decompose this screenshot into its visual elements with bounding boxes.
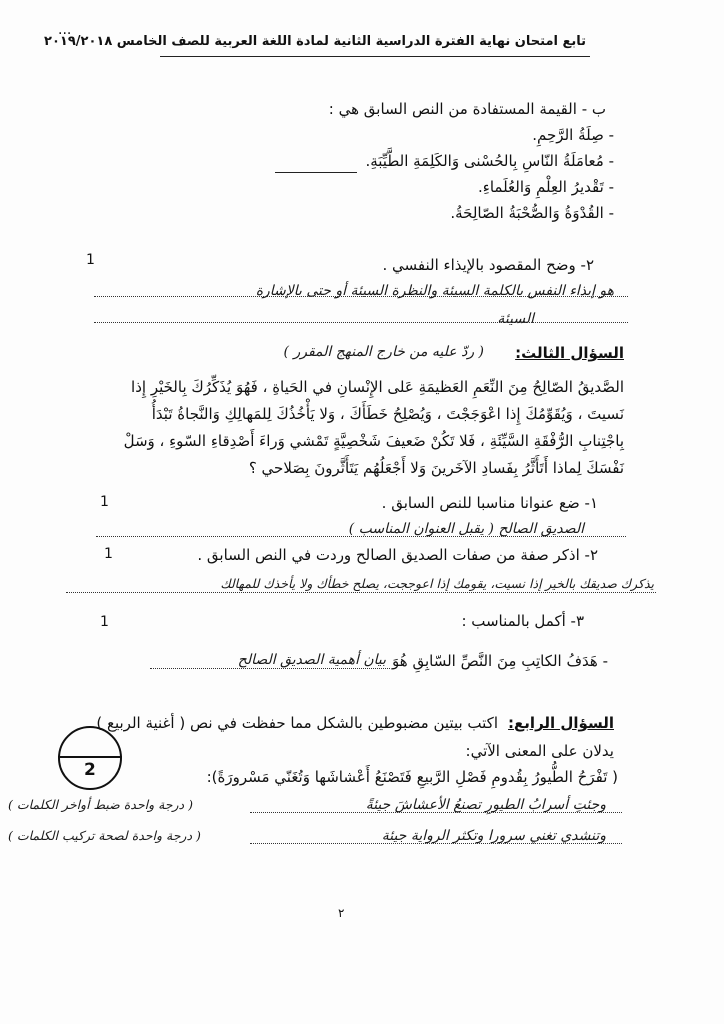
section-b-option: - مُعامَلَةُ النّاسِ بِالحُسْنى وَالكَلِمَةِ الطَّيِّبَةِ. <box>365 152 614 170</box>
section-3-title: السؤال الثالث: <box>515 344 624 362</box>
answer-dotted-line <box>94 322 628 323</box>
handwritten-margin-note: ( درجة واحدة ضبط أواخر الكلمات ) <box>8 797 193 812</box>
answer-dotted-line <box>250 812 622 813</box>
score-circle-divider <box>58 756 122 758</box>
section-4-instruction-2: يدلان على المعنى الآتي: <box>465 742 614 760</box>
question-3-3-label: ٣- أكمل بالمناسب : <box>461 612 584 630</box>
page-header-title: تابع امتحان نهاية الفترة الدراسية الثانية لمادة اللغة العربية للصف الخامس ٢٠١٩/٢٠١٨ <box>44 34 586 49</box>
handwritten-answer: يذكرك صديقك بالخير إذا نسيت، يقومك إذا اعوججت، يصلح خطأك ولا يأخذك للمهالك <box>220 576 654 591</box>
answer-dotted-line <box>94 296 628 297</box>
question-3-2-label: ٢- اذكر صفة من صفات الصديق الصالح وردت في النص السابق . <box>197 546 598 564</box>
passage-line: الصَّديقُ الصّالِحُ مِنَ النِّعَمِ العَظيمَةِ عَلى الإِنْسانِ في الحَياةِ ، فَهُوَ يُذَكِّرُكَ بِالخَيْرِ إِذا <box>131 378 624 396</box>
section-b-question: ب - القيمة المستفادة من النص السابق هي : <box>328 100 606 118</box>
question-mark: 1 <box>104 546 113 562</box>
question-3-1-label: ١- ضع عنوانا مناسبا للنص السابق . <box>381 494 598 512</box>
question-2-label: ٢- وضح المقصود بالإيذاء النفسي . <box>382 256 594 274</box>
section-b-option: - تَقْديرُ العِلْمِ وَالعُلَماءِ. <box>478 178 614 196</box>
answer-dotted-line <box>66 592 656 593</box>
handwritten-note: ( ردّ عليه من خارج المنهج المقرر ) <box>283 344 484 360</box>
section-b-option: - صِلَةُ الرَّحِمِ. <box>532 126 614 144</box>
answer-dotted-line <box>150 668 390 669</box>
section-4-meaning: ( تَفْرَحُ الطُّيورُ بِقُدومِ فَصْلِ الرَّبيعِ فَتَصْنَعُ أَعْشاشَها وَتُغَنّي مَسْرورَةً): <box>206 768 618 786</box>
score-circle <box>58 726 122 790</box>
question-mark: 1 <box>86 252 95 268</box>
section-4-title: السؤال الرابع: <box>508 714 614 732</box>
passage-line: بِاجْتِنابِ الرُّفْقَةِ السَّيِّئَةِ ، فَلا تَكُنْ ضَعيفَ شَخْصِيَّةٍ تَمْشي وَراءَ أَصْدِقاءِ السّوءِ ، وَسَلْ <box>123 432 624 450</box>
question-mark: 1 <box>100 494 109 510</box>
handwritten-answer: هو إيذاء النفس بالكلمة السيئة والنظرة السيئة أو حتى بالإشارة <box>255 283 614 299</box>
section-b-option: - القُدْوَةُ وَالصُّحْبَةُ الصّالِحَةُ. <box>450 204 614 222</box>
corner-dots: ... <box>58 22 72 38</box>
question-3-3-prompt: - هَدَفُ الكاتِبِ مِنَ النَّصِّ السّابِقِ هُوَ <box>392 652 608 670</box>
handwritten-answer: بيان أهمية الصديق الصالح <box>237 652 386 668</box>
page-number: ٢ <box>338 906 345 920</box>
answer-underline <box>275 172 357 173</box>
answer-dotted-line <box>96 536 626 537</box>
handwritten-answer: السيئة <box>497 311 534 327</box>
section-4-instruction: اكتب بيتين مضبوطين بالشكل مما حفظت في نص ( أغنية الربيع ) <box>96 714 498 732</box>
passage-line: نَسيتَ ، وَيُقَوِّمُكَ إِذا اعْوَجَجْتَ ، وَيُصْلِحُ خَطَأَكَ ، وَلا يَأْخُذُكَ لِلمَهالِكِ وَالنَّجاةُ تَبْدَأُ <box>151 405 624 423</box>
handwritten-margin-note: ( درجة واحدة لصحة تركيب الكلمات ) <box>8 828 201 843</box>
question-mark: 1 <box>100 614 109 630</box>
handwritten-poem-line: وتنشدي تغني سرورا وتكثر الرواية جيئة <box>381 828 606 844</box>
answer-dotted-line <box>250 843 622 844</box>
handwritten-poem-line: وجئتِ أسرابُ الطيورِ تصنعُ الأعشاشَ جيئةً <box>365 797 606 813</box>
passage-line: نَفْسَكَ لِماذا أَتَأَثَّرُ بِفَسادِ الآخَرينَ وَلا أَجْعَلُهُم يَتَأَثَّرونَ بِصَلاحي ؟ <box>248 459 624 477</box>
handwritten-answer: الصديق الصالح ( يقبل العنوان المناسب ) <box>348 521 584 537</box>
score-value: 2 <box>84 760 96 780</box>
header-divider <box>160 56 590 57</box>
